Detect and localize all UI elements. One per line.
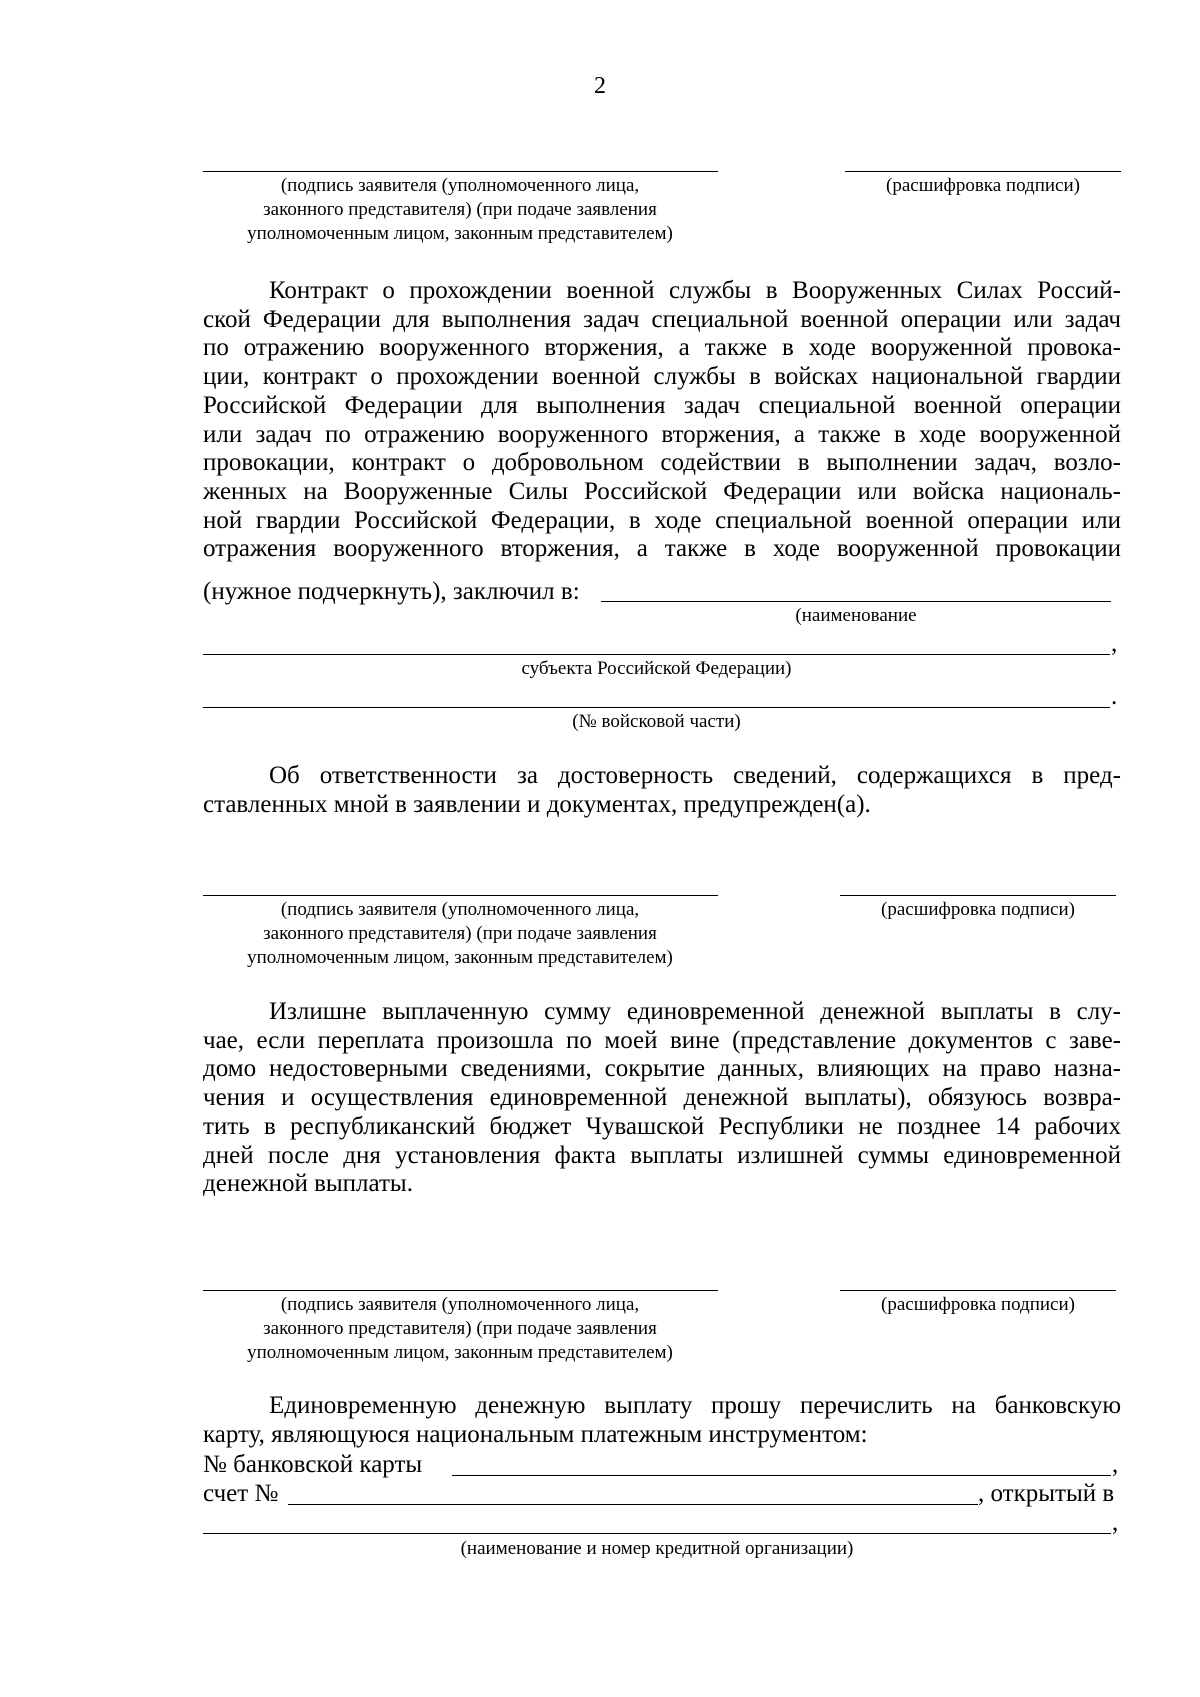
card-label: № банковской карты [203, 1451, 423, 1478]
signature-caption: (подпись заявителя (уполномоченного лица, законного представителя) (при подаче заявления уполномоченным лицом, законным представителем) [247, 1294, 673, 1363]
signature-decode-line [840, 895, 1116, 896]
signature-decode-caption: (расшифровка подписи) [881, 1294, 1075, 1315]
responsibility-paragraph: Об ответственности за достоверность сведений, содержащихся в пред- ставленных мной в заявлении и документах, предупрежден(а). [203, 762, 1121, 818]
comma: , [1111, 630, 1118, 657]
account-label: счет № [203, 1480, 279, 1507]
bank-comma: , [1112, 1509, 1119, 1536]
bank-caption: (наименование и номер кредитной организации) [460, 1538, 854, 1559]
caption-unit: (№ войсковой части) [572, 711, 741, 732]
refund-paragraph: Излишне выплаченную сумму единовременной денежной выплаты в слу- чае, если переплата произошла по моей вине (представление документов с заве- домо недостоверными сведениями, сокрытие данных, влияющих на право назна- чения и осуществления единовременной денежной выплаты), обязуюсь возвра- тить в республиканский бюджет Чувашской Республики не позднее 14 рабочих дней после дня установления факта выплаты излишней суммы единовременной денежной выплаты. [203, 998, 1121, 1198]
signature-line [203, 171, 718, 172]
caption-subject: субъекта Российской Федерации) [521, 658, 792, 679]
account-number-field[interactable] [288, 1504, 978, 1505]
signature-decode-caption: (расшифровка подписи) [881, 899, 1075, 920]
period: . [1111, 683, 1118, 710]
card-number-field[interactable] [452, 1475, 1111, 1476]
concluded-field[interactable] [601, 601, 1111, 602]
bank-paragraph: Единовременную денежную выплату прошу перечислить на банковскую карту, являющуюся национальным платежным инструментом: [203, 1392, 1121, 1448]
page-number: 2 [594, 73, 606, 99]
opened-in-label: , открытый в [978, 1480, 1115, 1507]
card-comma: , [1112, 1451, 1119, 1478]
contract-paragraph: Контракт о прохождении военной службы в Вооруженных Силах Россий- ской Федерации для выполнения задач специальной военной операции или задач по отражению вооруженного вторжения, а также в ходе вооруженной провока- ции, контракт о прохождении военной службы в войсках национальной гвардии Российской Федерации для выполнения задач специальной военной операции или задач по отражению вооруженного вторжения, а также в ходе вооруженной провокации, контракт о добровольном содействии в выполнении задач, возло- женных на Вооруженные Силы Российской Федерации или войска националь- ной гвардии Российской Федерации, в ходе специальной военной операции или отражения вооруженного вторжения, а также в ходе вооруженной провокации [203, 277, 1121, 563]
signature-line [203, 1290, 718, 1291]
signature-decode-line [845, 171, 1121, 172]
signature-caption: (подпись заявителя (уполномоченного лица, законного представителя) (при подаче заявления уполномоченным лицом, законным представителем) [247, 899, 673, 968]
signature-decode-caption: (расшифровка подписи) [886, 175, 1080, 196]
signature-decode-line [840, 1290, 1116, 1291]
subject-field[interactable] [203, 654, 1110, 655]
unit-field[interactable] [203, 707, 1110, 708]
concluded-label: (нужное подчеркнуть), заключил в: [203, 578, 580, 605]
bank-name-field[interactable] [203, 1533, 1111, 1534]
signature-line [203, 895, 718, 896]
signature-caption: (подпись заявителя (уполномоченного лица, законного представителя) (при подаче заявления уполномоченным лицом, законным представителем) [247, 175, 673, 244]
caption-name: (наименование [795, 605, 917, 626]
